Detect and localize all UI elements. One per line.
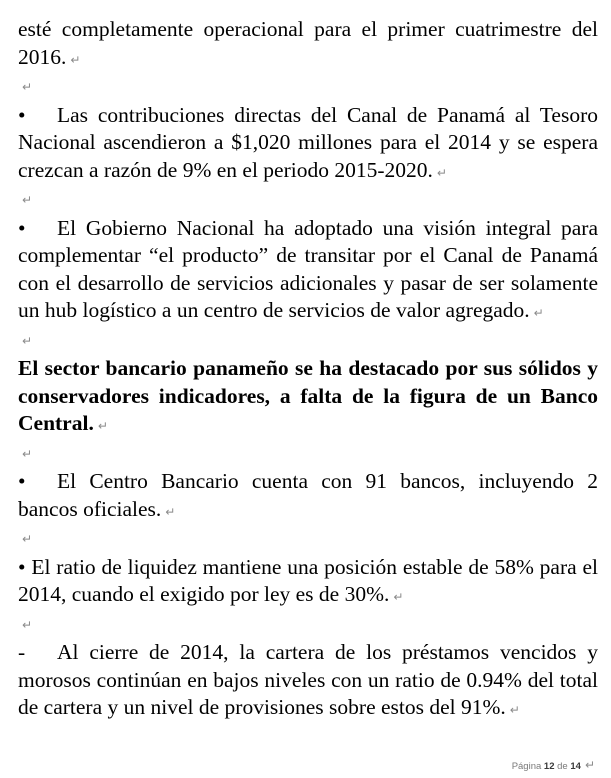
paragraph-mark-icon: ↵ [22,333,33,348]
paragraph-mark-icon: ↵ [22,80,33,94]
bullet-bank-count [18,468,598,526]
bullet-marker: - [18,640,26,664]
bullet-marker: • [18,102,26,127]
paragraph-mark-icon: ↵ [22,193,33,207]
paragraph-text: esté completamente operacional para el primer cuatrimestre del 2016. [18,17,598,69]
paragraph-mark-icon: ↵ [165,504,176,519]
bullet-marker: • [18,469,26,493]
paragraph-mark-icon: ↵ [70,52,81,67]
paragraph-mark-icon: ↵ [393,590,404,604]
bullet-canal-contributions [18,102,598,188]
paragraph-mark-icon: ↵ [22,532,33,546]
paragraph-text: El sector bancario panameño se ha destacado por sus sólidos y conservadores indicadores, a falta de la figura de un Banco Central. [18,356,598,435]
paragraph-mark-icon: ↵ [509,703,520,717]
paragraph-text: El Gobierno Nacional ha adoptado una visión integral para complementar “el producto” de transitar por el Canal de Panamá con el desarrollo de servicios adicionales y pasar de ser solamente un hub logístico a un centro de servicios de valor agregado. [18,215,598,322]
empty-paragraph [18,187,598,215]
paragraph-mark-icon: ↵ [97,419,108,433]
bullet-loan-portfolio [18,639,598,725]
page-of-label: de [557,761,568,772]
empty-paragraph [18,328,598,356]
bullet-marker: • [18,554,26,579]
page-word-label: Página [511,761,542,772]
heading-banking-sector [18,355,598,441]
total-page-number: 14 [570,761,581,772]
paragraph-text: Al cierre de 2014, la cartera de los préstamos vencidos y morosos continúan en bajos niveles con un ratio de 0.94% del total de cartera y un nivel de provisiones sobre estos del 91%. [18,640,598,719]
empty-paragraph [18,74,598,102]
paragraph-text: El ratio de liquidez mantiene una posición estable de 58% para el 2014, cuando el exigido por ley es de 30%. [18,554,598,606]
empty-paragraph [18,612,598,640]
document-page [18,16,598,725]
empty-paragraph [18,441,598,469]
page-number-footer [512,758,595,772]
paragraph-mark-icon: ↵ [22,617,33,632]
current-page-number: 12 [543,761,555,772]
paragraph-mark-icon: ↵ [22,446,33,461]
bullet-marker: • [18,215,26,240]
paragraph-canal-operational [18,16,598,74]
paragraph-mark-icon: ↵ [436,165,447,180]
empty-paragraph [18,526,598,554]
paragraph-text: Las contribuciones directas del Canal de Panamá al Tesoro Nacional ascendieron a $1,020 millones para el 2014 y se espera crezcan a razón de 9% en el periodo 2015-2020. [18,102,598,182]
paragraph-mark-icon: ↵ [584,758,595,772]
bullet-government-vision [18,215,598,328]
paragraph-mark-icon: ↵ [533,306,544,320]
bullet-liquidity-ratio [18,554,598,612]
paragraph-text: El Centro Bancario cuenta con 91 bancos, incluyendo 2 bancos oficiales. [18,469,598,521]
